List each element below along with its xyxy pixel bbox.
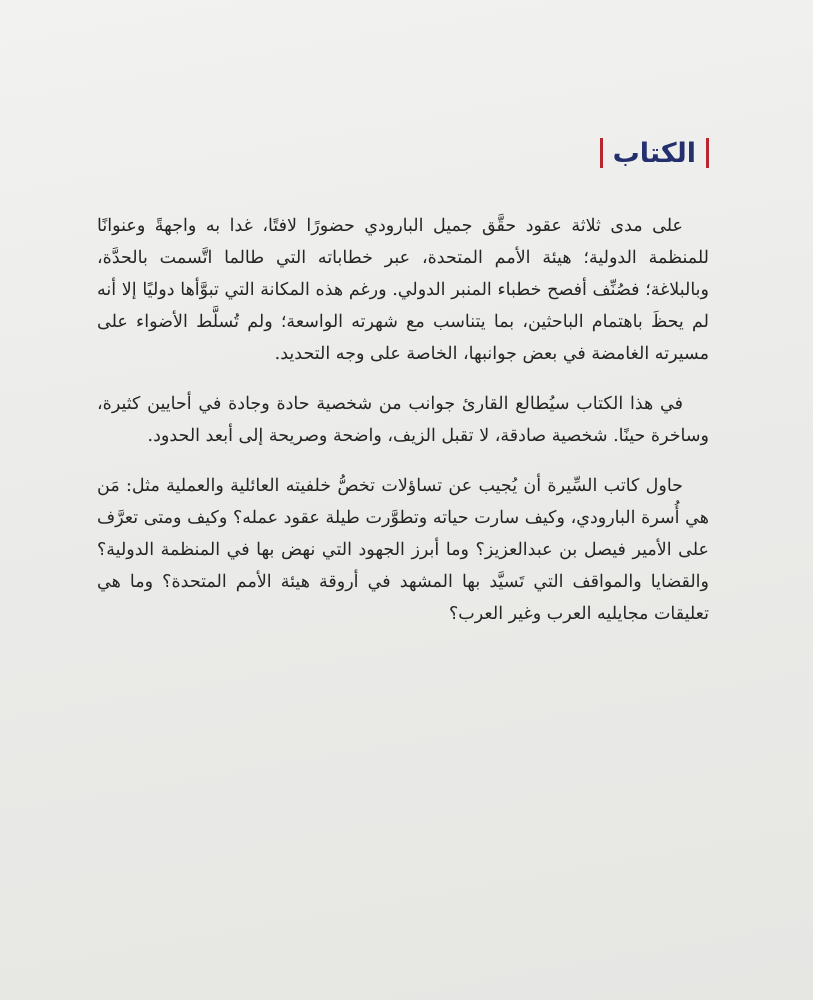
blurb-text bbox=[97, 210, 709, 648]
section-heading bbox=[600, 138, 709, 168]
paragraph: على مدى ثلاثة عقود حقَّق جميل البارودي حضورًا لافتًا، غدا به واجهةً وعنوانًا للمنظمة الدولية؛ هيئة الأمم المتحدة، عبر خطاباته التي طالما اتَّسمت بالحدَّة، وبالبلاغة؛ فصُنِّف أفصح خطباء المنبر الدولي. ورغم هذه المكانة التي تبوَّأها دوليًا إلا أنه لم يحظَ باهتمام الباحثين، بما يتناسب مع شهرته الواسعة؛ ولم تُسلَّط الأضواء على مسيرته الغامضة في بعض جوانبها، الخاصة على وجه التحديد. bbox=[97, 216, 709, 364]
paragraph: في هذا الكتاب سيُطالع القارئ جوانب من شخصية حادة وجادة في أحايين كثيرة، وساخرة حينًا. شخصية صادقة، لا تقبل الزيف، واضحة وصريحة إلى أبعد الحدود. bbox=[97, 394, 709, 446]
heading-accent-bar bbox=[600, 138, 603, 168]
paragraph: حاول كاتب السِّيرة أن يُجيب عن تساؤلات تخصُّ خلفيته العائلية والعملية مثل: مَن هي أُسرة البارودي، وكيف سارت حياته وتطوَّرت طيلة عقود عمله؟ وكيف ومتى تعرَّف على الأمير فيصل بن عبدالعزيز؟ وما أبرز الجهود التي نهض بها في المنظمة الدولية؟ والقضايا والمواقف التي تَسيَّد بها المشهد في أروقة هيئة الأمم المتحدة؟ وما هي تعليقات مجايليه العرب وغير العرب؟ bbox=[97, 476, 709, 624]
heading-title: الكتاب bbox=[612, 137, 696, 169]
heading-accent-bar bbox=[706, 138, 709, 168]
